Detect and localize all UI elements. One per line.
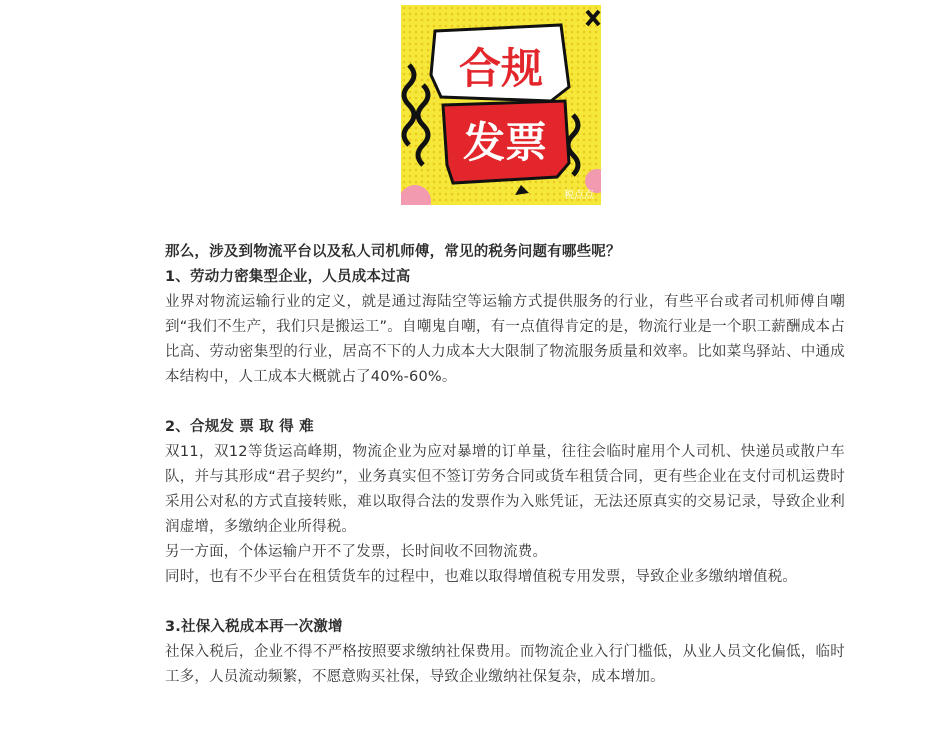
section1-paragraph: 业界对物流运输行业的定义，就是通过海陆空等运输方式提供服务的行业，有些平台或者司机师傅自嘲到“我们不生产，我们只是搬运工”。自嘲鬼自嘲，有一点值得肯定的是，物流行业是一个职工薪酬成本占比高、劳动密集型的行业，居高不下的人力成本大大限制了物流服务质量和效率。比如菜鸟驿站、中通成本结构中，人工成本大概就占了40%-60%。 xyxy=(165,294,845,385)
banner-watermark: 税点点 xyxy=(564,190,594,201)
intro-question: 那么，涉及到物流平台以及私人司机师傅，常见的税务问题有哪些呢？ xyxy=(165,244,621,260)
section2-paragraph2: 另一方面，个体运输户开不了发票，长时间收不回物流费。 xyxy=(165,544,548,560)
spacer xyxy=(165,590,845,615)
article-body xyxy=(165,240,845,690)
banner-title-line2: 发票 xyxy=(462,118,548,167)
section2-heading: 2、合规发 票 取 得 难 xyxy=(165,419,314,435)
spacer xyxy=(165,390,845,415)
banner-image xyxy=(401,5,601,205)
banner-illustration xyxy=(401,5,601,205)
banner-title-line1: 合规 xyxy=(458,44,544,93)
section3-heading: 3.社保入税成本再一次激增 xyxy=(165,619,343,635)
section1-heading: 1、劳动力密集型企业，人员成本过高 xyxy=(165,269,411,285)
section3-paragraph: 社保入税后，企业不得不严格按照要求缴纳社保费用。而物流企业入行门槛低，从业人员文化偏低，临时工多，人员流动频繁，不愿意购买社保，导致企业缴纳社保复杂，成本增加。 xyxy=(165,644,845,685)
section2-paragraph3: 同时，也有不少平台在租赁货车的过程中，也难以取得增值税专用发票，导致企业多缴纳增值税。 xyxy=(165,569,798,585)
section2-paragraph1: 双11，双12等货运高峰期，物流企业为应对暴增的订单量，往往会临时雇用个人司机、快递员或散户车队，并与其形成“君子契约”，业务真实但不签订劳务合同或货车租赁合同，更有些企业在支付司机运费时采用公对私的方式直接转账，难以取得合法的发票作为入账凭证，无法还原真实的交易记录，导致企业利润虚增，多缴纳企业所得税。 xyxy=(165,444,845,535)
